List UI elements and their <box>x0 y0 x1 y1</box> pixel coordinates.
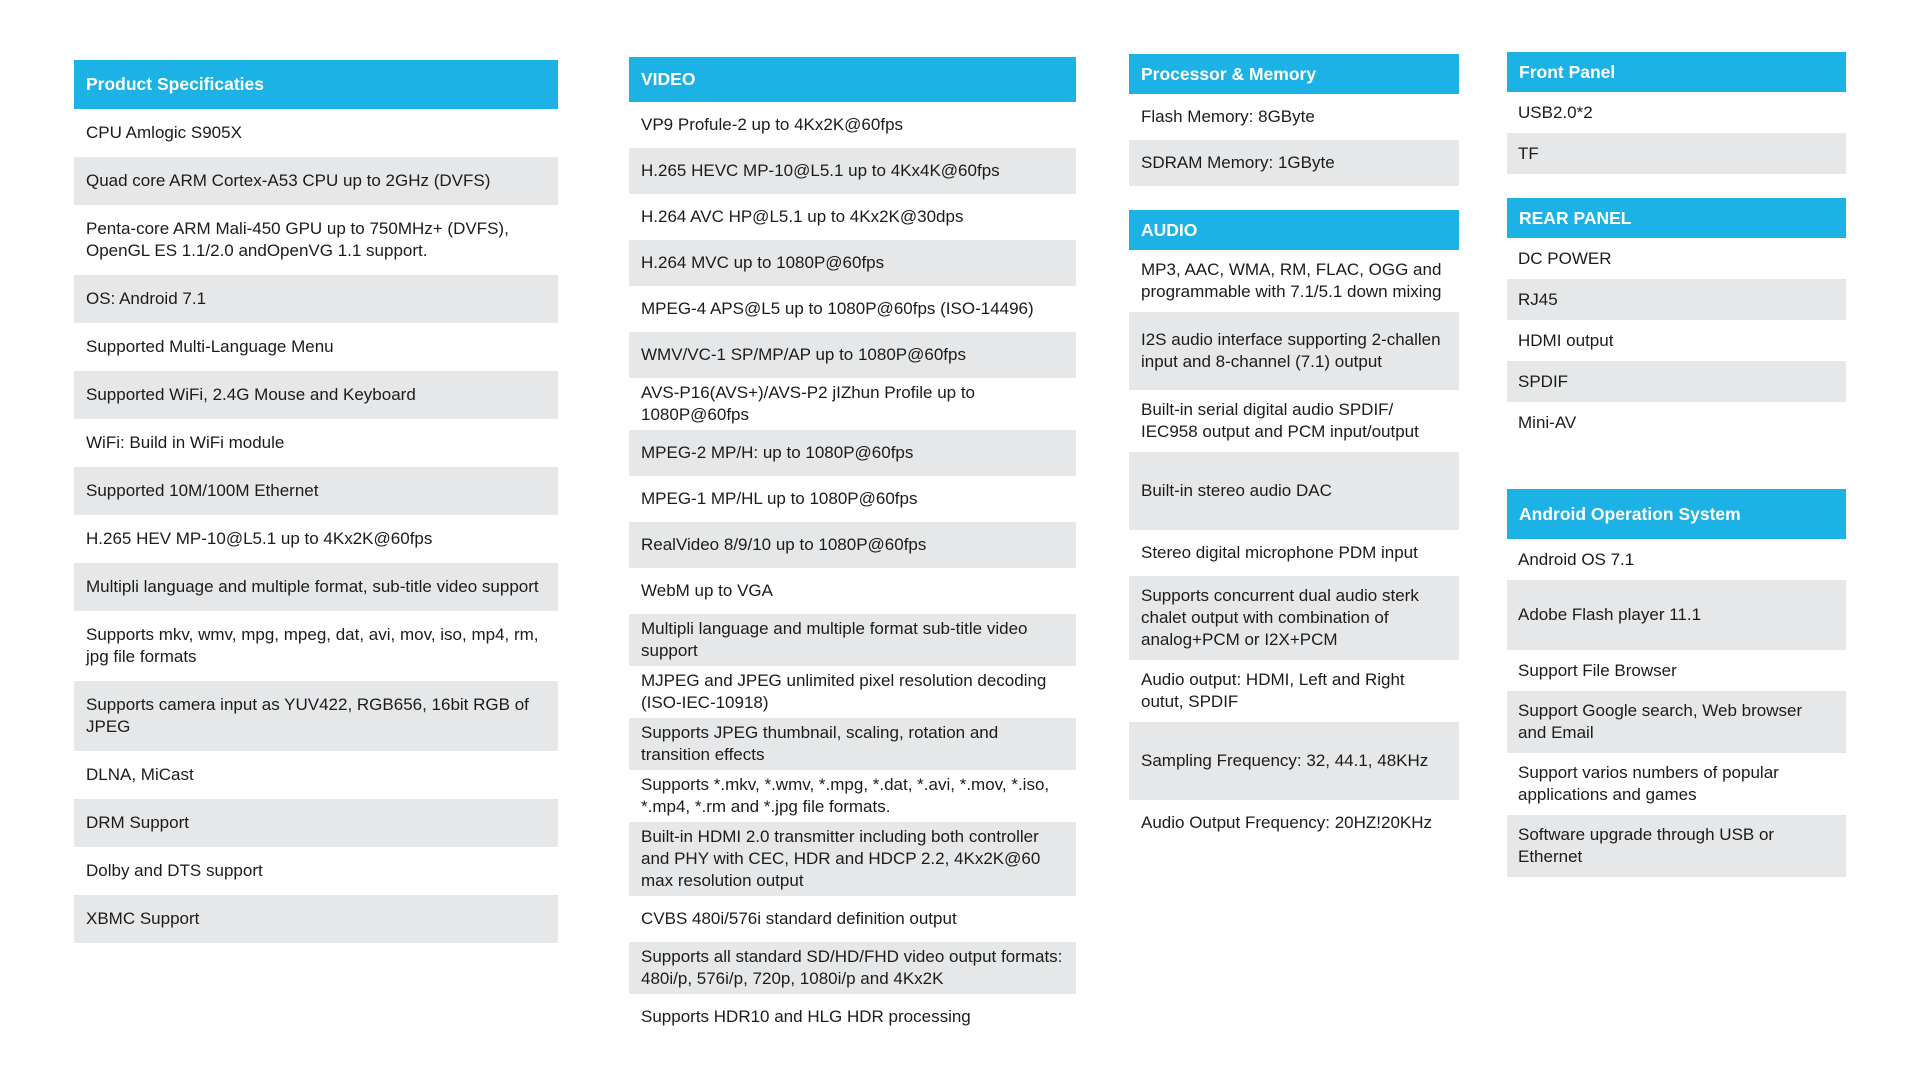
spec-row <box>629 896 1076 942</box>
spec-row <box>1507 361 1846 402</box>
section-header-audio: AUDIO <box>1129 210 1459 250</box>
spec-row-text: Supported 10M/100M Ethernet <box>86 481 319 500</box>
spec-row <box>629 994 1076 1040</box>
section-audio <box>1129 210 1459 846</box>
spec-row <box>1129 390 1459 452</box>
spec-row-text: DRM Support <box>86 813 189 832</box>
spec-row-text: Built-in HDMI 2.0 transmitter including both controller and PHY with CEC, HDR and HDCP 2.2, 4Kx2K@60 max resolution output <box>641 827 1041 890</box>
section-front-panel <box>1507 52 1846 174</box>
section-rows <box>1129 94 1459 186</box>
section-header-product-specificaties: Product Specificaties <box>74 60 558 109</box>
spec-row-text: Audio output: HDMI, Left and Right outut, SPDIF <box>1141 670 1405 711</box>
spec-row <box>74 681 558 751</box>
spec-row-text: Penta-core ARM Mali-450 GPU up to 750MHz+ (DVFS), OpenGL ES 1.1/2.0 andOpenVG 1.1 support. <box>86 219 509 260</box>
spec-row-text: Supports camera input as YUV422, RGB656, 16bit RGB of JPEG <box>86 695 529 736</box>
section-android-operation-system <box>1507 489 1846 877</box>
spec-row-text: Quad core ARM Cortex-A53 CPU up to 2GHz (DVFS) <box>86 171 491 190</box>
spec-row-text: H.264 AVC HP@L5.1 up to 4Kx2K@30dps <box>641 207 964 226</box>
spec-row <box>1129 452 1459 530</box>
spec-row-text: Support Google search, Web browser and Email <box>1518 701 1803 742</box>
spec-row-text: H.264 MVC up to 1080P@60fps <box>641 253 885 272</box>
spec-row-text: Mini-AV <box>1518 412 1577 432</box>
spec-row-text: HDMI output <box>1518 330 1614 350</box>
spec-row-text: CPU Amlogic S905X <box>86 123 242 142</box>
spec-row <box>629 522 1076 568</box>
spec-row <box>1507 133 1846 174</box>
spec-row-text: Sampling Frequency: 32, 44.1, 48KHz <box>1141 751 1429 770</box>
spec-row-text: Supports all standard SD/HD/FHD video output formats: 480i/p, 576i/p, 720p, 1080i/p and 4Kx2K <box>641 947 1063 988</box>
spec-row-text: Built-in stereo audio DAC <box>1141 481 1332 500</box>
spec-row-text: SPDIF <box>1518 371 1569 391</box>
section-rows <box>1507 539 1846 877</box>
spec-row-text: Supports HDR10 and HLG HDR processing <box>641 1007 971 1026</box>
spec-row-text: Multipli language and multiple format sub-title video support <box>641 619 1028 660</box>
spec-column-panels-os <box>1507 52 1846 877</box>
spec-row <box>74 205 558 275</box>
spec-row <box>1507 279 1846 320</box>
spec-row-text: Support varios numbers of popular applications and games <box>1518 763 1779 804</box>
spec-row <box>74 563 558 611</box>
spec-row <box>74 467 558 515</box>
spec-row-text: MP3, AAC, WMA, RM, FLAC, OGG and programmable with 7.1/5.1 down mixing <box>1141 260 1442 301</box>
spec-row-text: USB2.0*2 <box>1518 102 1593 122</box>
spec-row-text: VP9 Profule-2 up to 4Kx2K@60fps <box>641 115 904 134</box>
spec-row-text: Audio Output Frequency: 20HZ!20KHz <box>1141 813 1433 832</box>
section-header-front-panel: Front Panel <box>1507 52 1846 92</box>
spec-row-text: MPEG-2 MP/H: up to 1080P@60fps <box>641 443 914 462</box>
spec-column-video <box>629 57 1076 1040</box>
spec-row <box>629 332 1076 378</box>
spec-row <box>1507 691 1846 753</box>
spec-row-text: WMV/VC-1 SP/MP/AP up to 1080P@60fps <box>641 345 966 364</box>
spec-row-text: Built-in serial digital audio SPDIF/ IEC958 output and PCM input/output <box>1141 400 1419 441</box>
spec-row <box>1507 92 1846 133</box>
spec-row <box>1507 238 1846 279</box>
spec-row <box>1129 722 1459 800</box>
spec-row <box>1507 753 1846 815</box>
spec-row-text: WiFi: Build in WiFi module <box>86 433 285 452</box>
spec-row-text: Supports JPEG thumbnail, scaling, rotation and transition effects <box>641 723 999 764</box>
spec-row <box>629 378 1076 430</box>
spec-row <box>1507 539 1846 580</box>
spec-row <box>74 157 558 205</box>
section-rows <box>1129 250 1459 846</box>
spec-row <box>1129 800 1459 846</box>
spec-row <box>74 847 558 895</box>
spec-row-text: Supported Multi-Language Menu <box>86 337 334 356</box>
spec-row-text: Multipli language and multiple format, sub-title video support <box>86 577 539 596</box>
spec-row-text: AVS-P16(AVS+)/AVS-P2 jIZhun Profile up to 1080P@60fps <box>641 383 976 424</box>
spec-row <box>1507 650 1846 691</box>
spec-row <box>74 109 558 157</box>
spec-row-text: DC POWER <box>1518 248 1612 268</box>
spec-row <box>74 515 558 563</box>
section-rows <box>1507 238 1846 443</box>
spec-row-text: H.265 HEV MP-10@L5.1 up to 4Kx2K@60fps <box>86 529 433 548</box>
spec-column-product <box>74 60 558 943</box>
spec-row-text: MJPEG and JPEG unlimited pixel resolution decoding (ISO-IEC-10918) <box>641 671 1047 712</box>
spec-row-text: Support File Browser <box>1518 660 1677 680</box>
spec-row-text: MPEG-1 MP/HL up to 1080P@60fps <box>641 489 918 508</box>
spec-row <box>74 371 558 419</box>
spec-row <box>629 148 1076 194</box>
spec-row-text: OS: Android 7.1 <box>86 289 207 308</box>
spec-row <box>74 799 558 847</box>
spec-row <box>629 286 1076 332</box>
spec-row-text: RealVideo 8/9/10 up to 1080P@60fps <box>641 535 927 554</box>
section-rows <box>1507 92 1846 174</box>
section-rows <box>74 109 558 943</box>
spec-row <box>629 822 1076 896</box>
spec-row-text: SDRAM Memory: 1GByte <box>1141 153 1335 172</box>
spec-row-text: Supported WiFi, 2.4G Mouse and Keyboard <box>86 385 416 404</box>
section-header-android-operation-system: Android Operation System <box>1507 489 1846 539</box>
spec-row <box>629 194 1076 240</box>
spec-row <box>1507 580 1846 650</box>
spec-row-text: Android OS 7.1 <box>1518 549 1635 569</box>
spec-row-text: I2S audio interface supporting 2-challen input and 8-channel (7.1) output <box>1141 330 1441 371</box>
spec-row-text: Dolby and DTS support <box>86 861 263 880</box>
section-product-specificaties <box>74 60 558 943</box>
spec-row-text: Adobe Flash player 11.1 <box>1518 605 1702 624</box>
spec-row <box>629 568 1076 614</box>
spec-row <box>1129 94 1459 140</box>
spec-row <box>629 942 1076 994</box>
spec-row <box>1129 250 1459 312</box>
spec-row-text: DLNA, MiCast <box>86 765 194 784</box>
spec-row <box>74 895 558 943</box>
spec-row <box>629 614 1076 666</box>
spec-row <box>74 611 558 681</box>
section-video <box>629 57 1076 1040</box>
section-header-processor-memory: Processor & Memory <box>1129 54 1459 94</box>
section-header-video: VIDEO <box>629 57 1076 102</box>
spec-row-text: WebM up to VGA <box>641 581 773 600</box>
spec-row <box>1507 402 1846 443</box>
spec-row-text: RJ45 <box>1518 289 1558 309</box>
spec-row <box>1507 815 1846 877</box>
spec-row-text: H.265 HEVC MP-10@L5.1 up to 4Kx4K@60fps <box>641 161 1000 180</box>
spec-row-text: Supports mkv, wmv, mpg, mpeg, dat, avi, mov, iso, mp4, rm, jpg file formats <box>86 625 539 666</box>
spec-row-text: Flash Memory: 8GByte <box>1141 107 1315 126</box>
section-header-rear-panel: REAR PANEL <box>1507 198 1846 238</box>
section-processor-memory <box>1129 54 1459 186</box>
spec-row <box>629 770 1076 822</box>
spec-row <box>629 240 1076 286</box>
spec-row <box>1129 312 1459 390</box>
spec-column-memory-audio <box>1129 54 1459 846</box>
spec-row <box>74 419 558 467</box>
spec-row-text: Software upgrade through USB or Ethernet <box>1518 825 1775 866</box>
section-rear-panel <box>1507 198 1846 443</box>
spec-row-text: Supports concurrent dual audio sterk chalet output with combination of analog+PCM or I2X+PCM <box>1141 586 1419 649</box>
spec-row-text: TF <box>1518 143 1539 163</box>
spec-row <box>629 718 1076 770</box>
spec-row <box>74 751 558 799</box>
spec-row-text: XBMC Support <box>86 909 200 928</box>
spec-row <box>629 430 1076 476</box>
spec-row-text: CVBS 480i/576i standard definition output <box>641 909 957 928</box>
spec-row <box>1507 320 1846 361</box>
spec-row-text: Supports *.mkv, *.wmv, *.mpg, *.dat, *.avi, *.mov, *.iso, *.mp4, *.rm and *.jpg file formats. <box>641 775 1050 816</box>
spec-row <box>629 102 1076 148</box>
spec-row-text: MPEG-4 APS@L5 up to 1080P@60fps (ISO-14496) <box>641 299 1034 318</box>
section-rows <box>629 102 1076 1040</box>
spec-row <box>629 476 1076 522</box>
spec-row <box>74 323 558 371</box>
spec-row <box>1129 660 1459 722</box>
spec-row-text: Stereo digital microphone PDM input <box>1141 543 1418 562</box>
spec-row <box>74 275 558 323</box>
spec-row <box>629 666 1076 718</box>
spec-row <box>1129 530 1459 576</box>
spec-row <box>1129 576 1459 660</box>
spec-row <box>1129 140 1459 186</box>
